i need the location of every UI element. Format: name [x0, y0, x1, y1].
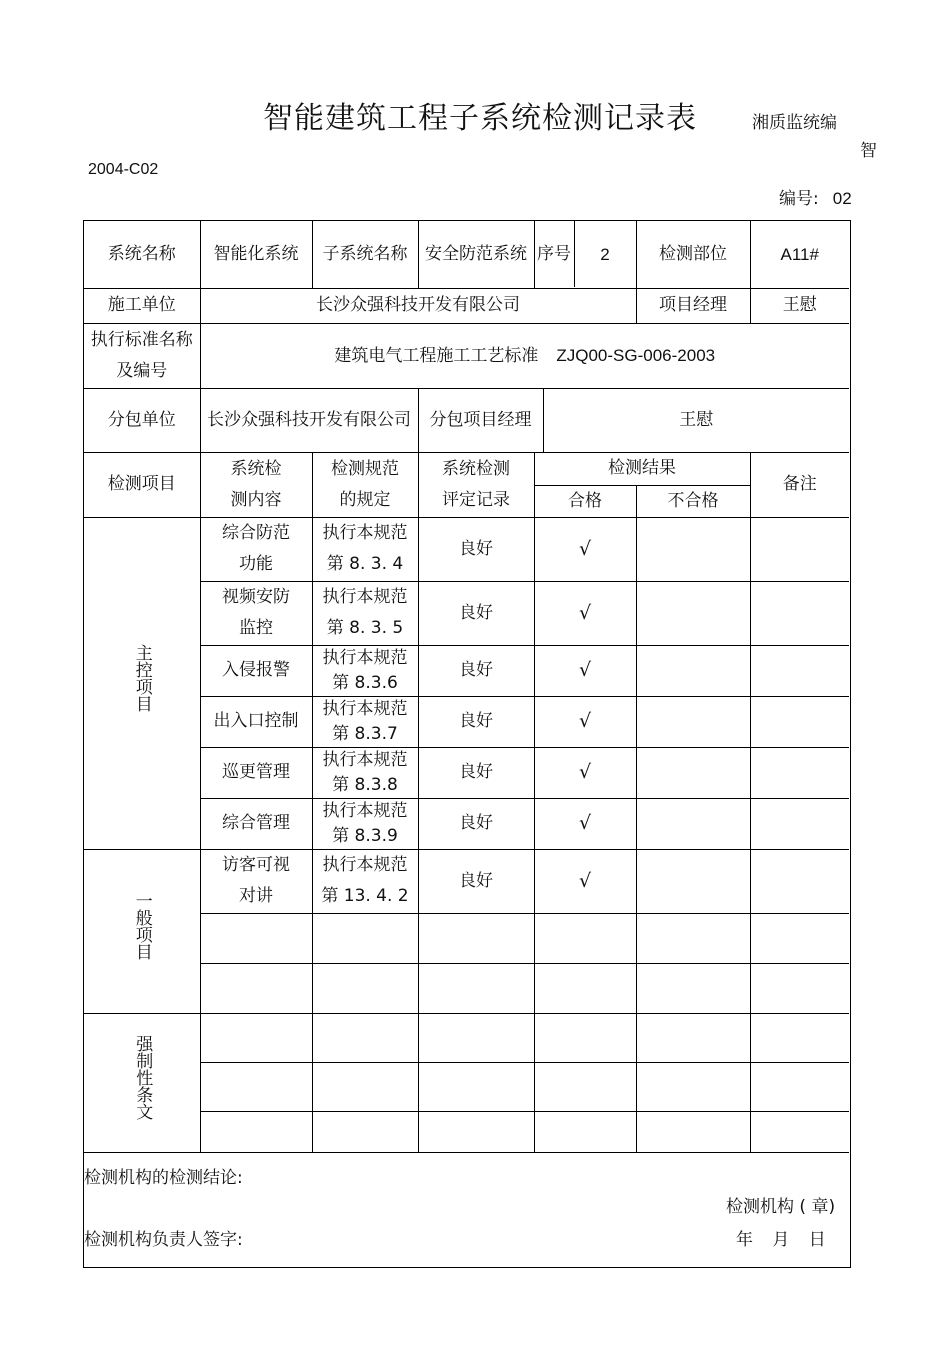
row-note	[750, 849, 849, 913]
row-content: 出入口控制	[200, 696, 312, 747]
row-record: 良好	[418, 849, 534, 913]
row-content: 视频安防监控	[200, 581, 312, 645]
row-record: 良好	[418, 798, 534, 849]
row-content: 巡更管理	[200, 747, 312, 798]
row-fail	[636, 696, 750, 747]
row-fail	[636, 517, 750, 581]
system-name-value: 智能化系统	[200, 221, 312, 288]
standard-label: 执行标准名称及编号	[84, 323, 200, 388]
standard-value	[200, 323, 849, 388]
row-fail	[636, 747, 750, 798]
table-row	[84, 517, 849, 581]
publisher-label-continued: 智	[860, 141, 877, 161]
table-row	[84, 849, 849, 913]
signer-label: 检测机构负责人签字:	[84, 1230, 243, 1250]
row-content: 综合防范功能	[200, 517, 312, 581]
row-pass: √	[534, 645, 636, 696]
publisher-label: 湘质监统编	[752, 113, 837, 133]
row-record: 良好	[418, 581, 534, 645]
contractor-value: 长沙众强科技开发有限公司	[200, 288, 636, 323]
row-fail	[636, 581, 750, 645]
info-row-system	[84, 221, 849, 288]
row-spec: 执行本规范第 13. 4. 2	[312, 849, 418, 913]
row-record: 良好	[418, 645, 534, 696]
row-content: 综合管理	[200, 798, 312, 849]
col-header-record: 系统检测评定记录	[418, 452, 534, 517]
group-mandatory-label: 强制性条文	[132, 1034, 153, 1120]
row-note	[750, 645, 849, 696]
system-name-label: 系统名称	[84, 221, 200, 288]
row-record: 良好	[418, 696, 534, 747]
row-pass: √	[534, 517, 636, 581]
group-mandatory	[84, 1013, 200, 1152]
row-spec: 执行本规范第 8. 3. 4	[312, 517, 418, 581]
seq-cell	[534, 221, 636, 288]
row-note	[750, 517, 849, 581]
row-fail	[636, 645, 750, 696]
serial-label: 编号:	[779, 189, 819, 209]
subcontractor-label: 分包单位	[84, 388, 200, 452]
standard-name: 建筑电气工程施工工艺标准	[334, 345, 539, 366]
standard-code: ZJQ00-SG-006-2003	[556, 345, 716, 365]
row-note	[750, 696, 849, 747]
seq-label: 序号	[535, 221, 575, 287]
serial-number	[779, 184, 852, 209]
info-row-standard	[84, 323, 849, 388]
col-header-result: 检测结果	[534, 452, 750, 485]
row-spec: 执行本规范第 8. 3. 5	[312, 581, 418, 645]
inspection-record-sheet	[83, 220, 851, 1268]
seq-value: 2	[600, 244, 610, 264]
row-record: 良好	[418, 747, 534, 798]
col-header-fail: 不合格	[636, 485, 750, 517]
form-code: 2004-C02	[88, 161, 159, 178]
conclusion-label: 检测机构的检测结论:	[84, 1168, 243, 1188]
sub-manager-label: 分包项目经理	[418, 388, 543, 452]
contractor-label: 施工单位	[84, 288, 200, 323]
row-pass: √	[534, 747, 636, 798]
sub-manager-value: 王慰	[543, 388, 849, 452]
group-general	[84, 849, 200, 1013]
col-header-pass: 合格	[534, 485, 636, 517]
col-header-spec: 检测规范的规定	[312, 452, 418, 517]
row-spec: 执行本规范第 8.3.7	[312, 696, 418, 747]
row-note	[750, 798, 849, 849]
subsystem-value: 安全防范系统	[418, 221, 534, 288]
conclusion-section	[84, 1149, 849, 1267]
location-label: 检测部位	[636, 221, 750, 288]
group-main-label: 主控项目	[131, 643, 152, 712]
row-spec: 执行本规范第 8.3.9	[312, 798, 418, 849]
row-note	[750, 581, 849, 645]
manager-label: 项目经理	[636, 288, 750, 323]
col-header-content: 系统检测内容	[200, 452, 312, 517]
row-fail	[636, 798, 750, 849]
row-record: 良好	[418, 517, 534, 581]
info-row-subcontractor	[84, 388, 849, 452]
location-value: A11#	[750, 221, 849, 288]
subsystem-label: 子系统名称	[312, 221, 418, 288]
table-row-empty	[84, 1013, 849, 1062]
row-content: 入侵报警	[200, 645, 312, 696]
col-header-item: 检测项目	[84, 452, 200, 517]
row-fail	[636, 849, 750, 913]
row-pass: √	[534, 581, 636, 645]
row-pass: √	[534, 696, 636, 747]
form-title: 智能建筑工程子系统检测记录表	[263, 101, 697, 136]
row-note	[750, 747, 849, 798]
serial-value: 02	[832, 189, 852, 208]
row-spec: 执行本规范第 8.3.6	[312, 645, 418, 696]
inspection-table	[84, 221, 849, 1153]
col-header-note: 备注	[750, 452, 849, 517]
subcontractor-value: 长沙众强科技开发有限公司	[200, 388, 418, 452]
column-header-row	[84, 452, 849, 485]
stamp-label: 检测机构 ( 章)	[726, 1197, 836, 1217]
group-main	[84, 517, 200, 849]
info-row-contractor	[84, 288, 849, 323]
row-spec: 执行本规范第 8.3.8	[312, 747, 418, 798]
row-content: 访客可视对讲	[200, 849, 312, 913]
group-general-label: 一般项目	[131, 891, 152, 960]
row-pass: √	[534, 849, 636, 913]
date-label: 年 月 日	[736, 1230, 826, 1250]
row-pass: √	[534, 798, 636, 849]
manager-value: 王慰	[750, 288, 849, 323]
